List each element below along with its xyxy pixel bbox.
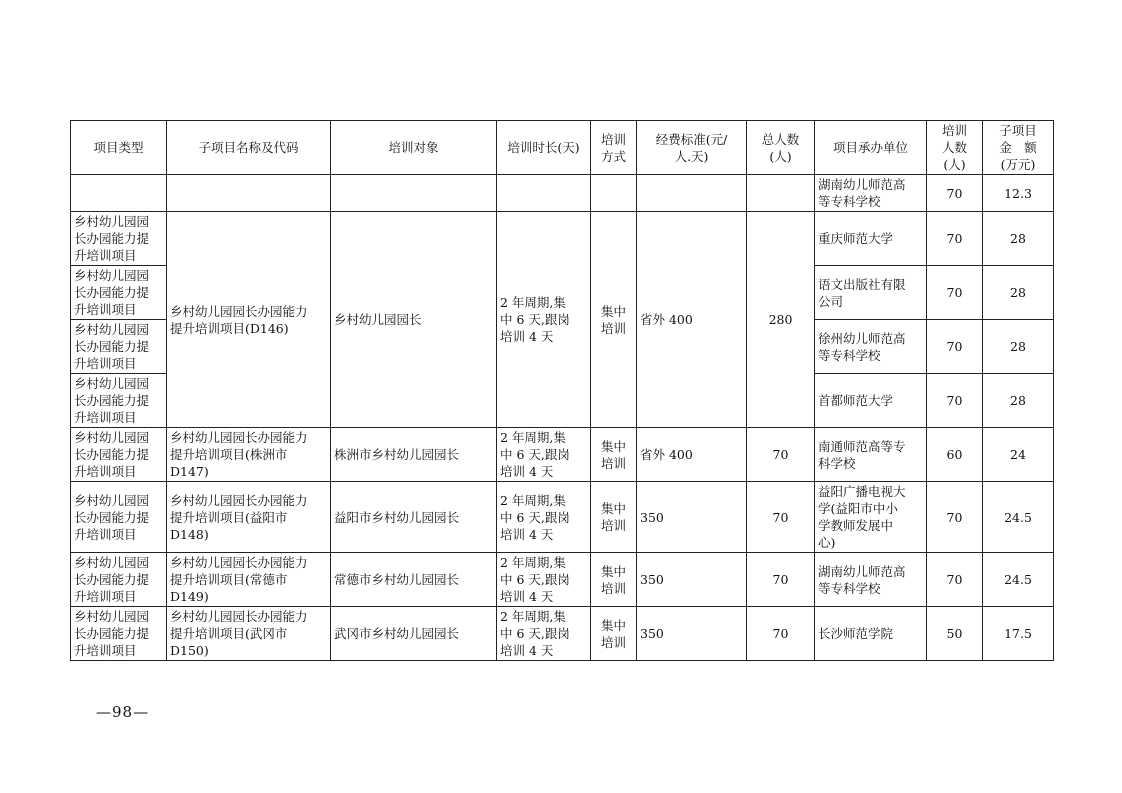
cell-total: 70 [747,428,815,482]
cell-target: 武冈市乡村幼儿园园长 [331,607,497,661]
table-row [71,482,1054,553]
cell-unit: 徐州幼儿师范高 等专科学校 [815,320,927,374]
header-type: 项目类型 [71,121,167,175]
cell-count: 70 [927,482,983,553]
cell-target: 常德市乡村幼儿园园长 [331,553,497,607]
cell-unit: 益阳广播电视大 学(益阳市中小 学教师发展中 心) [815,482,927,553]
cell-count: 70 [927,266,983,320]
header-amount: 子项目 金 额 (万元) [983,121,1054,175]
header-count: 培训 人数 (人) [927,121,983,175]
cell-type: 乡村幼儿园园 长办园能力提 升培训项目 [71,212,167,266]
cell-duration: 2 年周期,集 中 6 天,跟岗 培训 4 天 [497,428,591,482]
cell-count: 50 [927,607,983,661]
cell-fee: 350 [637,553,747,607]
cell-type: 乡村幼儿园园 长办园能力提 升培训项目 [71,553,167,607]
header-total: 总人数 (人) [747,121,815,175]
cell-unit: 首都师范大学 [815,374,927,428]
cell-count: 70 [927,320,983,374]
training-projects-table [70,120,1054,661]
cell-name: 乡村幼儿园园长办园能力 提升培训项目(D146) [167,212,331,428]
cell-type: 乡村幼儿园园 长办园能力提 升培训项目 [71,320,167,374]
cell-amount: 24.5 [983,482,1054,553]
cell-total: 70 [747,482,815,553]
table-row [71,553,1054,607]
table-row [71,428,1054,482]
cell-type: 乡村幼儿园园 长办园能力提 升培训项目 [71,266,167,320]
cell-amount: 28 [983,266,1054,320]
cell-empty [637,175,747,212]
cell-unit: 湖南幼儿师范高 等专科学校 [815,175,927,212]
cell-amount: 12.3 [983,175,1054,212]
cell-amount: 28 [983,374,1054,428]
cell-fee: 350 [637,482,747,553]
cell-unit: 语文出版社有限 公司 [815,266,927,320]
cell-target: 益阳市乡村幼儿园园长 [331,482,497,553]
cell-count: 70 [927,553,983,607]
cell-total: 280 [747,212,815,428]
cell-empty [591,175,637,212]
cell-amount: 28 [983,320,1054,374]
page-number: —98— [96,703,150,721]
cell-mode: 集中 培训 [591,607,637,661]
header-duration: 培训时长(天) [497,121,591,175]
cell-type: 乡村幼儿园园 长办园能力提 升培训项目 [71,374,167,428]
cell-count: 70 [927,374,983,428]
cell-empty [331,175,497,212]
cell-mode: 集中 培训 [591,482,637,553]
cell-name: 乡村幼儿园园长办园能力 提升培训项目(武冈市 D150) [167,607,331,661]
header-target: 培训对象 [331,121,497,175]
cell-total: 70 [747,553,815,607]
cell-target: 乡村幼儿园园长 [331,212,497,428]
header-unit: 项目承办单位 [815,121,927,175]
cell-unit: 湖南幼儿师范高 等专科学校 [815,553,927,607]
cell-count: 60 [927,428,983,482]
cell-name: 乡村幼儿园园长办园能力 提升培训项目(常德市 D149) [167,553,331,607]
cell-mode: 集中 培训 [591,553,637,607]
cell-amount: 24.5 [983,553,1054,607]
cell-count: 70 [927,175,983,212]
cell-mode: 集中 培训 [591,212,637,428]
table-row [71,607,1054,661]
cell-duration: 2 年周期,集 中 6 天,跟岗 培训 4 天 [497,607,591,661]
cell-target: 株洲市乡村幼儿园园长 [331,428,497,482]
cell-name: 乡村幼儿园园长办园能力 提升培训项目(益阳市 D148) [167,482,331,553]
cell-empty [747,175,815,212]
cell-empty [71,175,167,212]
cell-empty [167,175,331,212]
cell-duration: 2 年周期,集 中 6 天,跟岗 培训 4 天 [497,553,591,607]
cell-fee: 省外 400 [637,428,747,482]
cell-mode: 集中 培训 [591,428,637,482]
header-mode: 培训 方式 [591,121,637,175]
header-fee: 经费标准(元/ 人.天) [637,121,747,175]
cell-type: 乡村幼儿园园 长办园能力提 升培训项目 [71,428,167,482]
cell-total: 70 [747,607,815,661]
cell-fee: 省外 400 [637,212,747,428]
header-row [71,121,1054,175]
cell-count: 70 [927,212,983,266]
cell-fee: 350 [637,607,747,661]
cell-amount: 24 [983,428,1054,482]
cell-amount: 28 [983,212,1054,266]
header-name: 子项目名称及代码 [167,121,331,175]
table-row [71,175,1054,212]
cell-duration: 2 年周期,集 中 6 天,跟岗 培训 4 天 [497,212,591,428]
table-row [71,212,1054,266]
cell-type: 乡村幼儿园园 长办园能力提 升培训项目 [71,607,167,661]
cell-amount: 17.5 [983,607,1054,661]
cell-type: 乡村幼儿园园 长办园能力提 升培训项目 [71,482,167,553]
cell-unit: 南通师范高等专 科学校 [815,428,927,482]
cell-unit: 长沙师范学院 [815,607,927,661]
cell-unit: 重庆师范大学 [815,212,927,266]
cell-empty [497,175,591,212]
cell-duration: 2 年周期,集 中 6 天,跟岗 培训 4 天 [497,482,591,553]
cell-name: 乡村幼儿园园长办园能力 提升培训项目(株洲市 D147) [167,428,331,482]
